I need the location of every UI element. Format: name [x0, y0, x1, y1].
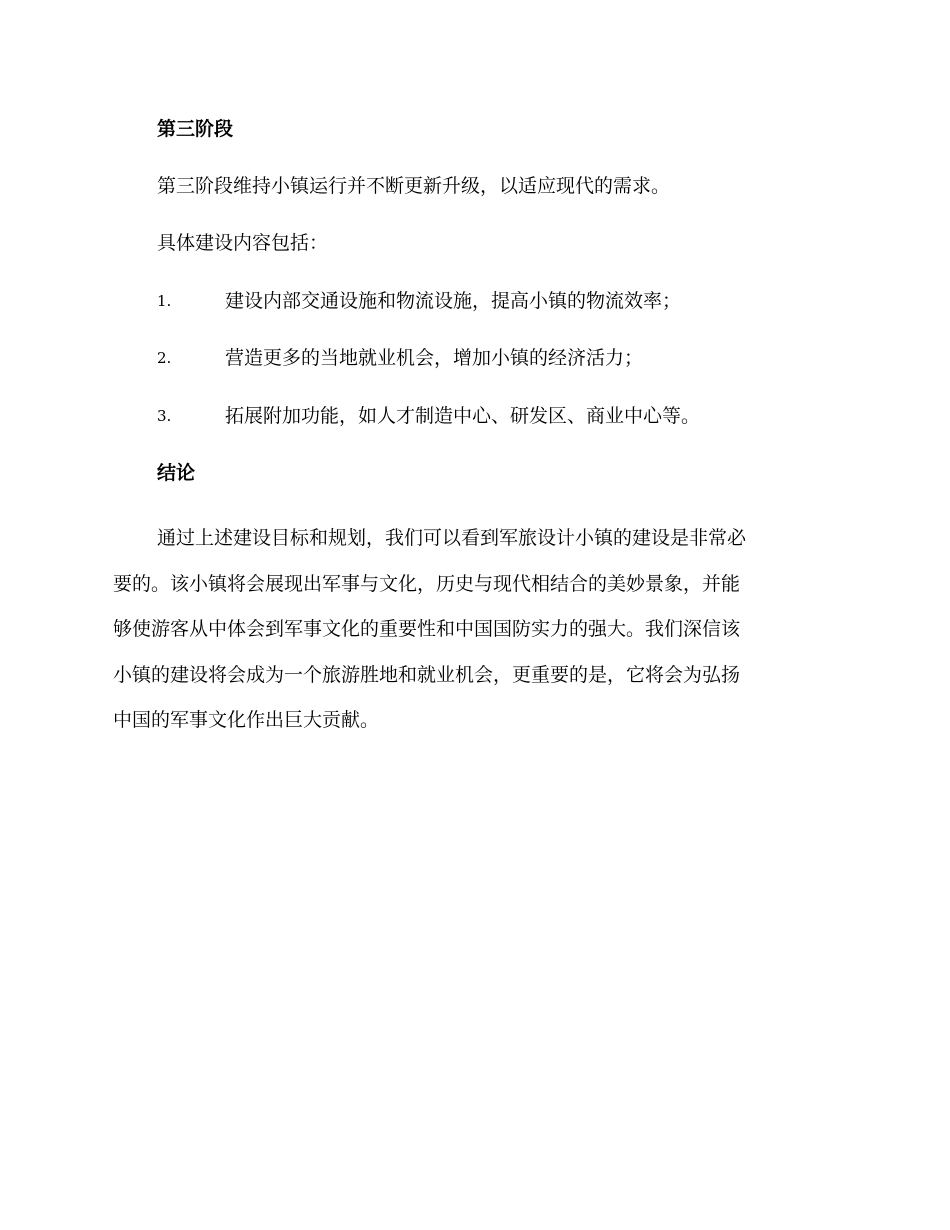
list-item — [157, 403, 857, 429]
list-item-text: 拓展附加功能，如人才制造中心、研发区、商业中心等。 — [225, 405, 701, 427]
list-item — [157, 345, 857, 371]
paragraph-line: 中国的军事文化作出巨大贡献。 — [113, 709, 380, 731]
list-item-text: 建设内部交通设施和物流设施，提高小镇的物流效率； — [225, 290, 682, 312]
paragraph-line: 够使游客从中体会到军事文化的重要性和中国国防实力的强大。我们深信该 — [113, 618, 741, 640]
list-item-number: 2. — [157, 349, 172, 367]
list-intro-paragraph: 具体建设内容包括： — [157, 232, 329, 254]
paragraph-line: 小镇的建设将会成为一个旅游胜地和就业机会，更重要的是，它将会为弘扬 — [113, 663, 741, 686]
list-item-number: 3. — [157, 407, 172, 425]
paragraph-line: 通过上述建设目标和规划，我们可以看到军旅设计小镇的建设是非常必 — [157, 527, 747, 549]
list-item-number: 1. — [157, 292, 172, 310]
conclusion-paragraph — [113, 516, 831, 744]
stage3-intro-paragraph: 第三阶段维持小镇运行并不断更新升级，以适应现代的需求。 — [157, 175, 671, 197]
list-item — [157, 288, 857, 314]
section-heading-conclusion: 结论 — [157, 462, 196, 484]
paragraph-line: 要的。该小镇将会展现出军事与文化，历史与现代相结合的美妙景象，并能 — [113, 572, 741, 595]
list-item-text: 营造更多的当地就业机会，增加小镇的经济活力； — [225, 347, 644, 369]
section-heading-stage3: 第三阶段 — [157, 118, 234, 140]
